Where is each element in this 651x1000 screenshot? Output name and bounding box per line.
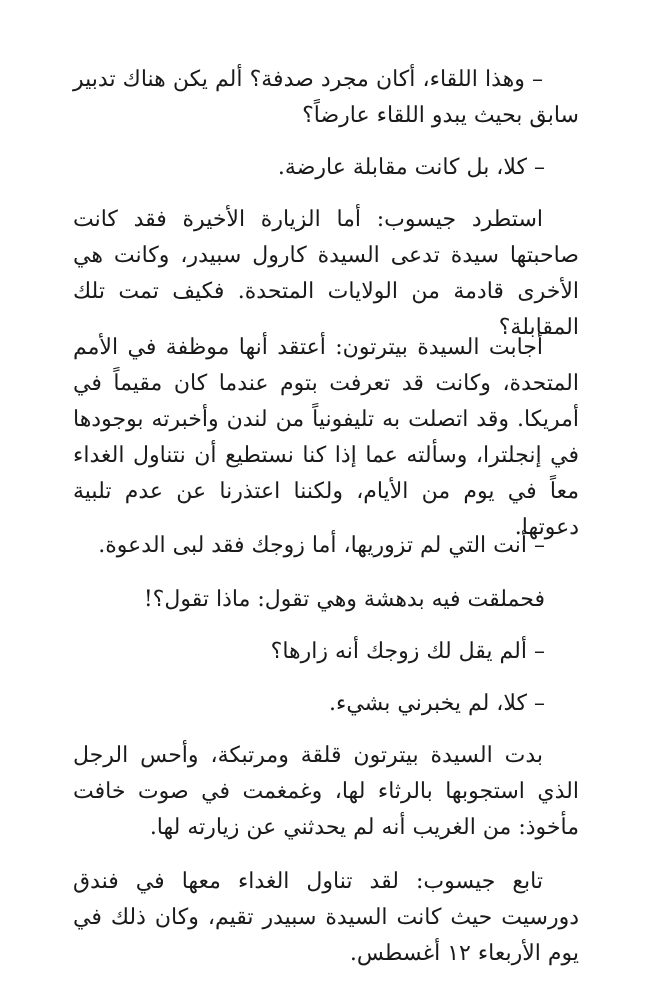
- paragraph-7: – ألم يقل لك زوجك أنه زارها؟: [270, 639, 545, 664]
- paragraph-1: – وهذا اللقاء، أكان مجرد صدفة؟ ألم يكن هناك تدبير سابق بحيث يبدو اللقاء عارضاً؟: [73, 67, 579, 128]
- paragraph-4: أجابت السيدة بيترتون: أعتقد أنها موظفة في الأمم المتحدة، وكانت قد تعرفت بتوم عندما كان مقيماً في أمريكا. وقد اتصلت به تليفونياً من لندن وأخبرته بوجودها في إنجلترا، وسألته عما إذا كنا نستطيع أن نتناول الغداء معاً في يوم من الأيام، ولكننا اعتذرنا عن عدم تلبية دعوتها.: [73, 335, 579, 540]
- paragraph-2: – كلا، بل كانت مقابلة عارضة.: [277, 155, 545, 180]
- paragraph-3: استطرد جيسوب: أما الزيارة الأخيرة فقد كانت صاحبتها سيدة تدعى السيدة كارول سبيدر، وكانت هي الأخرى قادمة من الولايات المتحدة. فكيف تمت تلك المقابلة؟: [73, 207, 579, 340]
- paragraph-5: – أنت التي لم تزوريها، أما زوجك فقد لبى الدعوة.: [98, 533, 545, 558]
- paragraph-9: بدت السيدة بيترتون قلقة ومرتبكة، وأحس الرجل الذي استجوبها بالرثاء لها، وغمغمت في صوت خافت مأخوذ: من الغريب أنه لم يحدثني عن زيارته لها.: [73, 743, 579, 840]
- paragraph-6: فحملقت فيه بدهشة وهي تقول: ماذا تقول؟!: [143, 587, 545, 612]
- paragraph-8: – كلا، لم يخبرني بشيء.: [328, 691, 545, 716]
- paragraph-10: تابع جيسوب: لقد تناول الغداء معها في فندق دورسيت حيث كانت السيدة سبيدر تقيم، وكان ذلك في يوم الأربعاء ١٢ أغسطس.: [73, 869, 579, 966]
